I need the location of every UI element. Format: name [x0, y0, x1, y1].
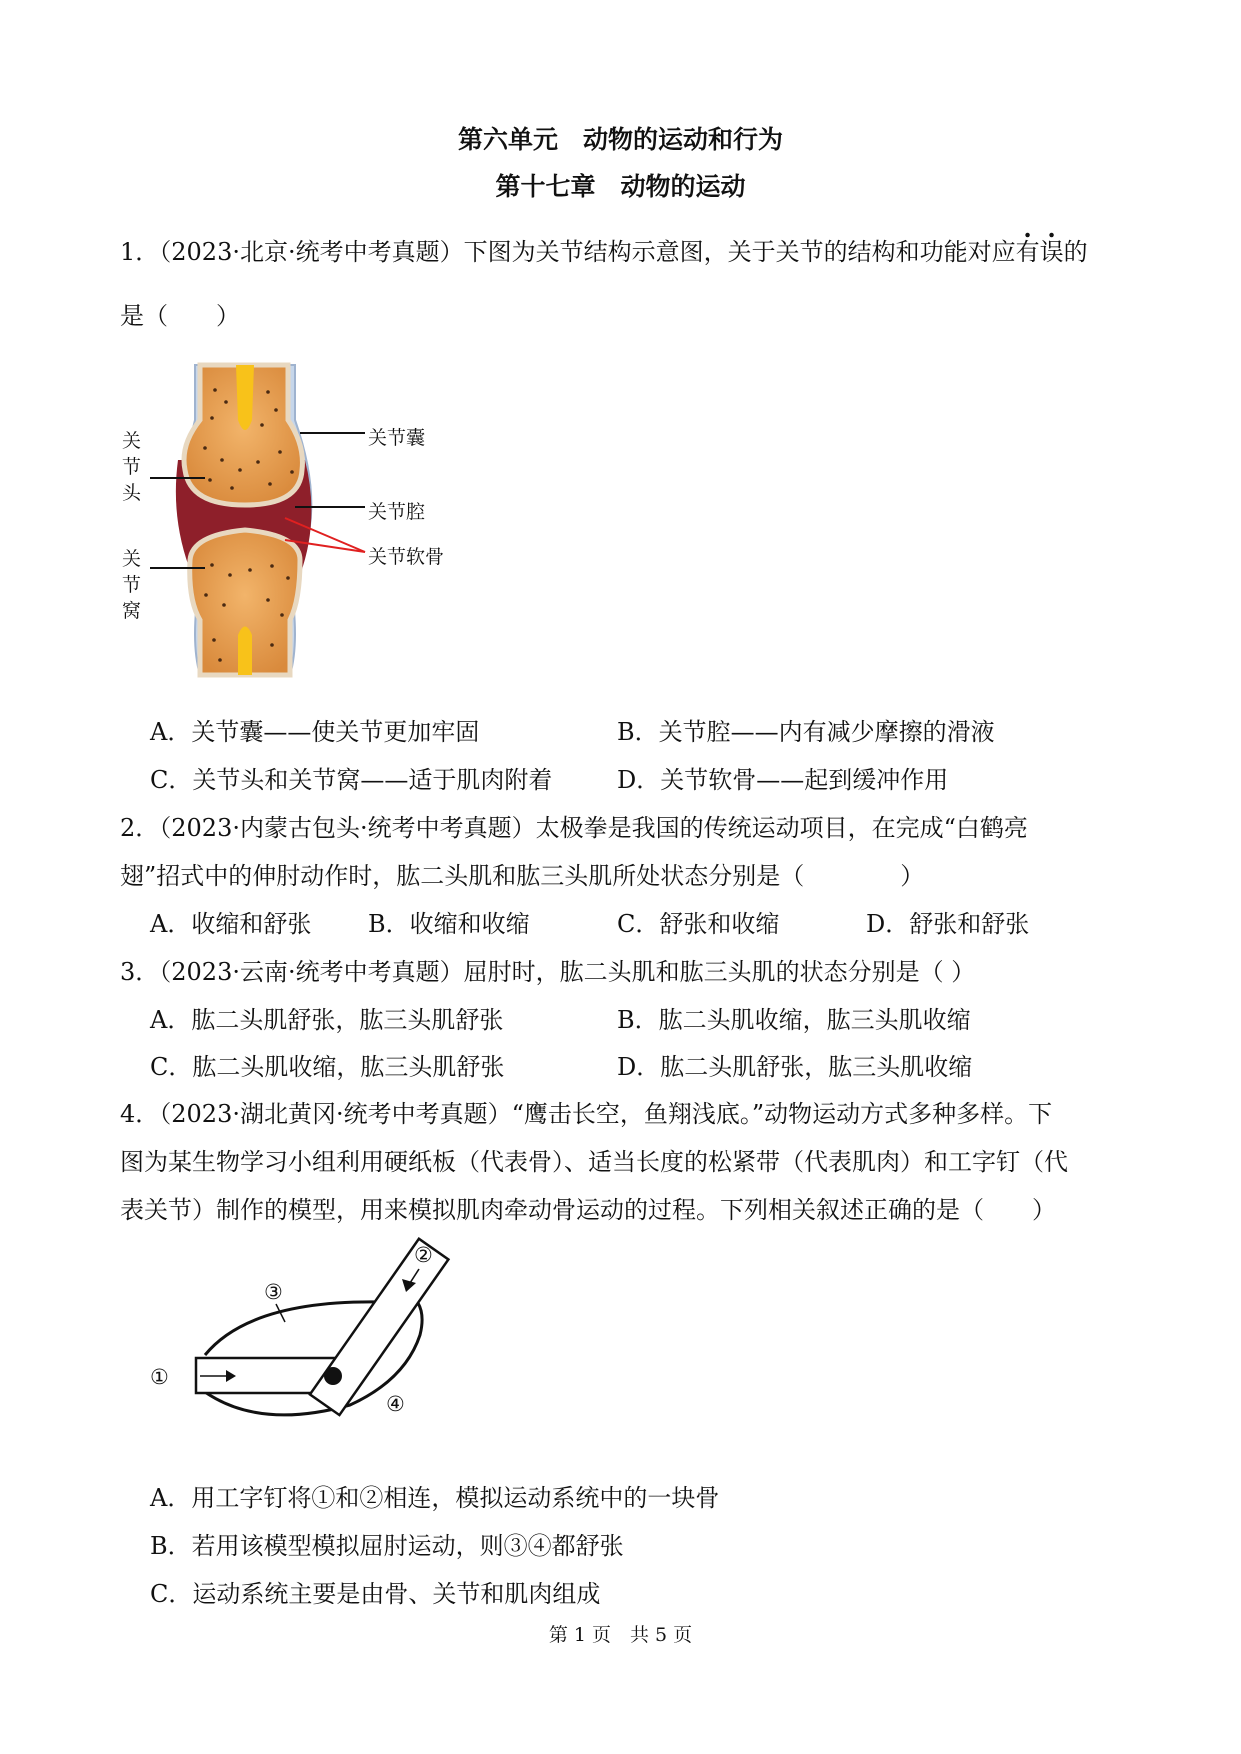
q2-option-c: C．舒张和收缩 — [617, 910, 780, 938]
model-label-2: ② — [414, 1243, 433, 1267]
q2-option-d: D．舒张和舒张 — [866, 910, 1030, 938]
q2-stem-line2: 翅”招式中的伸肘动作时，肱二头肌和肱三头肌所处状态分别是（ ） — [120, 862, 925, 890]
q1-emphasis-char-2: 误 — [1039, 238, 1064, 266]
chapter-title: 第十七章 动物的运动 — [495, 172, 746, 201]
label-joint-head: 关节头 — [122, 430, 142, 504]
q3-option-a: A．肱二头肌舒张，肱三头肌舒张 — [150, 1006, 504, 1034]
q3-option-d: D．肱二头肌舒张，肱三头肌收缩 — [617, 1053, 973, 1081]
q4-stem-line1: 4．（2023·湖北黄冈·统考中考真题）“鹰击长空，鱼翔浅底。”动物运动方式多种多样。下 — [120, 1100, 1053, 1128]
page-number: 第 1 页 共 5 页 — [548, 1624, 693, 1646]
q2-option-a: A．收缩和舒张 — [150, 910, 312, 938]
q4-option-b: B．若用该模型模拟屈肘运动，则③④都舒张 — [150, 1532, 624, 1560]
q2-option-b: B．收缩和收缩 — [368, 910, 530, 938]
q1-option-b: B．关节腔——内有减少摩擦的滑液 — [617, 718, 995, 746]
q3-option-b: B．肱二头肌收缩，肱三头肌收缩 — [617, 1006, 971, 1034]
model-label-4: ④ — [386, 1392, 405, 1416]
q2-stem-line1: 2．（2023·内蒙古包头·统考中考真题）太极拳是我国的传统运动项目，在完成“白鹤亮 — [120, 814, 1028, 842]
q1-option-a: A．关节囊——使关节更加牢固 — [150, 718, 480, 746]
label-joint-socket: 关节窝 — [122, 548, 142, 622]
q1-option-d: D．关节软骨——起到缓冲作用 — [617, 766, 949, 794]
q4-stem-line2: 图为某生物学习小组利用硬纸板（代表骨）、适当长度的松紧带（代表肌肉）和工字钉（代 — [120, 1148, 1068, 1176]
q4-stem-line3: 表关节）制作的模型，用来模拟肌肉牵动骨运动的过程。下列相关叙述正确的是（ ） — [120, 1196, 1056, 1224]
label-joint-cartilage: 关节软骨 — [368, 546, 445, 568]
q1-emphasis-char-1: 有 — [1015, 238, 1040, 266]
label-joint-capsule: 关节囊 — [368, 427, 426, 449]
q4-option-a: A．用工字钉将①和②相连，模拟运动系统中的一块骨 — [150, 1484, 720, 1512]
q1-stem-line2: 是（ ） — [120, 302, 240, 330]
q1-option-c: C．关节头和关节窝——适于肌肉附着 — [150, 766, 553, 794]
q1-stem-tail: 的 — [1063, 238, 1088, 266]
label-joint-cavity: 关节腔 — [368, 501, 426, 523]
model-label-1: ① — [150, 1365, 169, 1389]
q3-stem: 3．（2023·云南·统考中考真题）屈肘时，肱二头肌和肱三头肌的状态分别是（ ） — [120, 958, 976, 986]
unit-title: 第六单元 动物的运动和行为 — [457, 125, 783, 154]
q1-stem-text: 1．（2023·北京·统考中考真题）下图为关节结构示意图，关于关节的结构和功能对应 — [120, 238, 1016, 266]
model-label-3: ③ — [264, 1280, 283, 1304]
q4-option-c: C．运动系统主要是由骨、关节和肌肉组成 — [150, 1580, 601, 1608]
q3-option-c: C．肱二头肌收缩，肱三头肌舒张 — [150, 1053, 505, 1081]
